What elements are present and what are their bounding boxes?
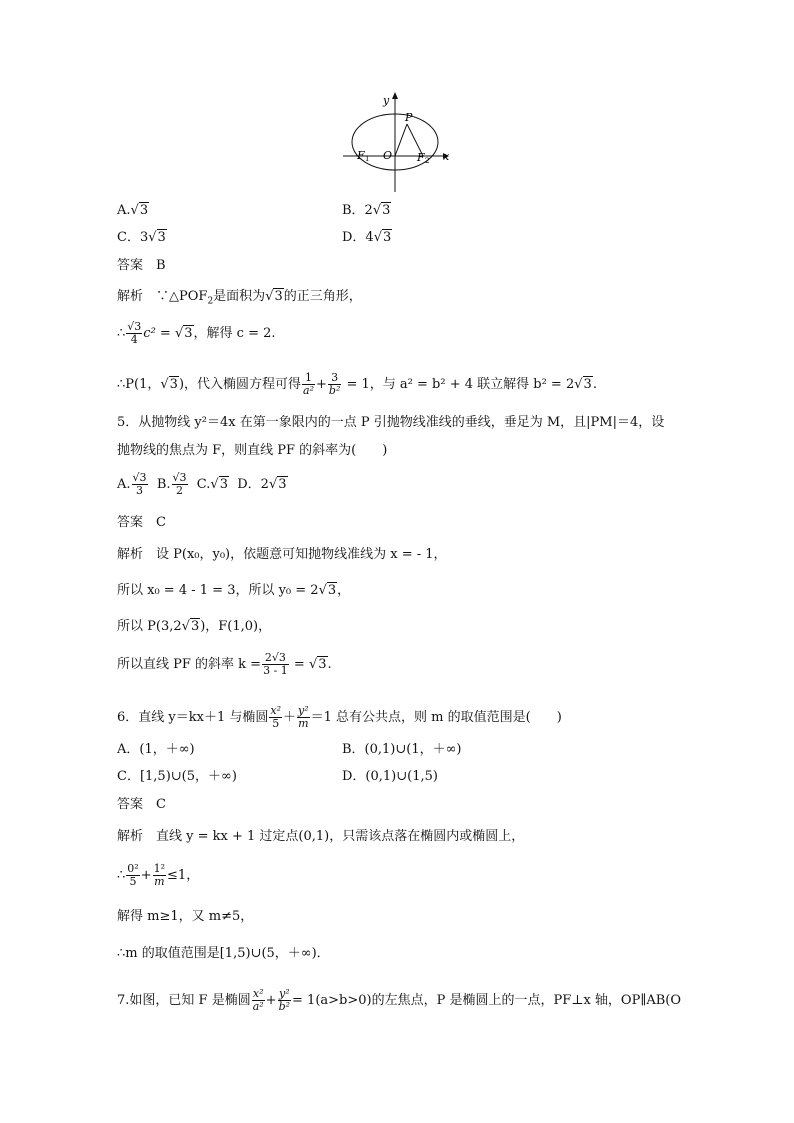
label-f1: F [357,149,365,162]
q5-answer: 答案 C [117,515,166,530]
q5-options: A. $\frac{√3}{3}$ B. $\frac{√3}{2}$ C.√3 D．2√3 [117,471,287,497]
q5-analysis-line1: 解析 设 P(x₀，y₀)，依题意可知抛物线准线为 x = - 1， [117,547,447,562]
q5-analysis-line3: 所以 P(3,2√3)，F(1,0)， [117,619,272,634]
label-p: P [405,111,413,124]
segment-op [395,124,407,156]
q4-option-a: A.√3 [117,203,149,218]
q4-option-c: C．3√3 [117,230,166,245]
q6-option-a: A．(1，＋∞) [117,742,195,757]
q5-stem-line1: 5．从抛物线 y²＝4x 在第一象限内的一点 P 引抛物线准线的垂线，垂足为 M，且|PM|＝4，设 [117,415,665,430]
label-x: x [443,150,450,163]
label-o: O [383,149,393,162]
q6-analysis-line1: 解析 直线 y = kx + 1 过定点(0,1)，只需该点落在椭圆内或椭圆上， [117,829,525,844]
q4-option-d: D．4√3 [342,230,392,245]
q4-analysis-line2: ∴ $\frac{√3}{4}$ c² = √3，解得 c = 2. [117,320,276,346]
label-f2-sub: 2 [425,157,430,165]
y-axis-arrow [392,92,398,99]
q4-answer: 答案 B [117,258,166,273]
q5-analysis-line2: 所以 x₀ = 4 - 1 = 3，所以 y₀ = 2√3， [117,583,351,598]
q6-stem: 6．直线 y＝kx＋1 与椭圆 $\frac{\text{x²}}{5}$ ＋ $\frac{\text{y²}}{m}$ ＝1 总有公共点，则 m 的取值范围是( ) [117,704,562,730]
label-f2: F [417,151,425,164]
q6-option-c: C．[1,5)∪(5，＋∞) [117,769,237,784]
q6-answer: 答案 C [117,797,166,812]
q4-analysis-line3: ∴P(1，√3)，代入椭圆方程可得 $\frac{1}{\text{a²}}$ + $\frac{3}{\text{b²}}$ = 1，与 a² = b² + 4 联立解得 b² = 2√3. [117,371,597,397]
q4-analysis-line1: 解析 $\because\triangle POF_2$是面积为√3的正三角形， [117,289,362,307]
q6-analysis-line4: ∴m 的取值范围是[1,5)∪(5，＋∞)． [117,946,330,961]
q6-analysis-line2: ∴ $\frac{\text{0²}}{5}$ + $\frac{\text{1²}}{m}$ ≤1， [117,862,200,888]
q6-option-d: D．(0,1)∪(1,5) [342,769,438,784]
label-f1-sub: 1 [365,155,370,163]
q6-option-b: B．(0,1)∪(1，＋∞) [342,742,462,757]
ellipse-figure [335,88,460,196]
q6-analysis-line3: 解得 m≥1，又 m≠5， [117,909,254,924]
q4-option-b: B．2√3 [342,203,391,218]
q5-analysis-line4: 所以直线 PF 的斜率 k = $\frac{2√3}{3 - 1}$ = √3. [117,651,332,677]
q5-stem-line2: 抛物线的焦点为 F，则直线 PF 的斜率为( ) [117,443,388,458]
q7-stem: 7.如图，已知 F 是椭圆 $\frac{\text{x²}}{\text{a²}}$ + $\frac{\text{y²}}{\text{b²}}$ = 1(a>b>0)的左焦点，P 是椭圆上的一点，PF⊥x 轴，OP∥AB(O [117,987,682,1013]
label-y: y [383,94,390,107]
